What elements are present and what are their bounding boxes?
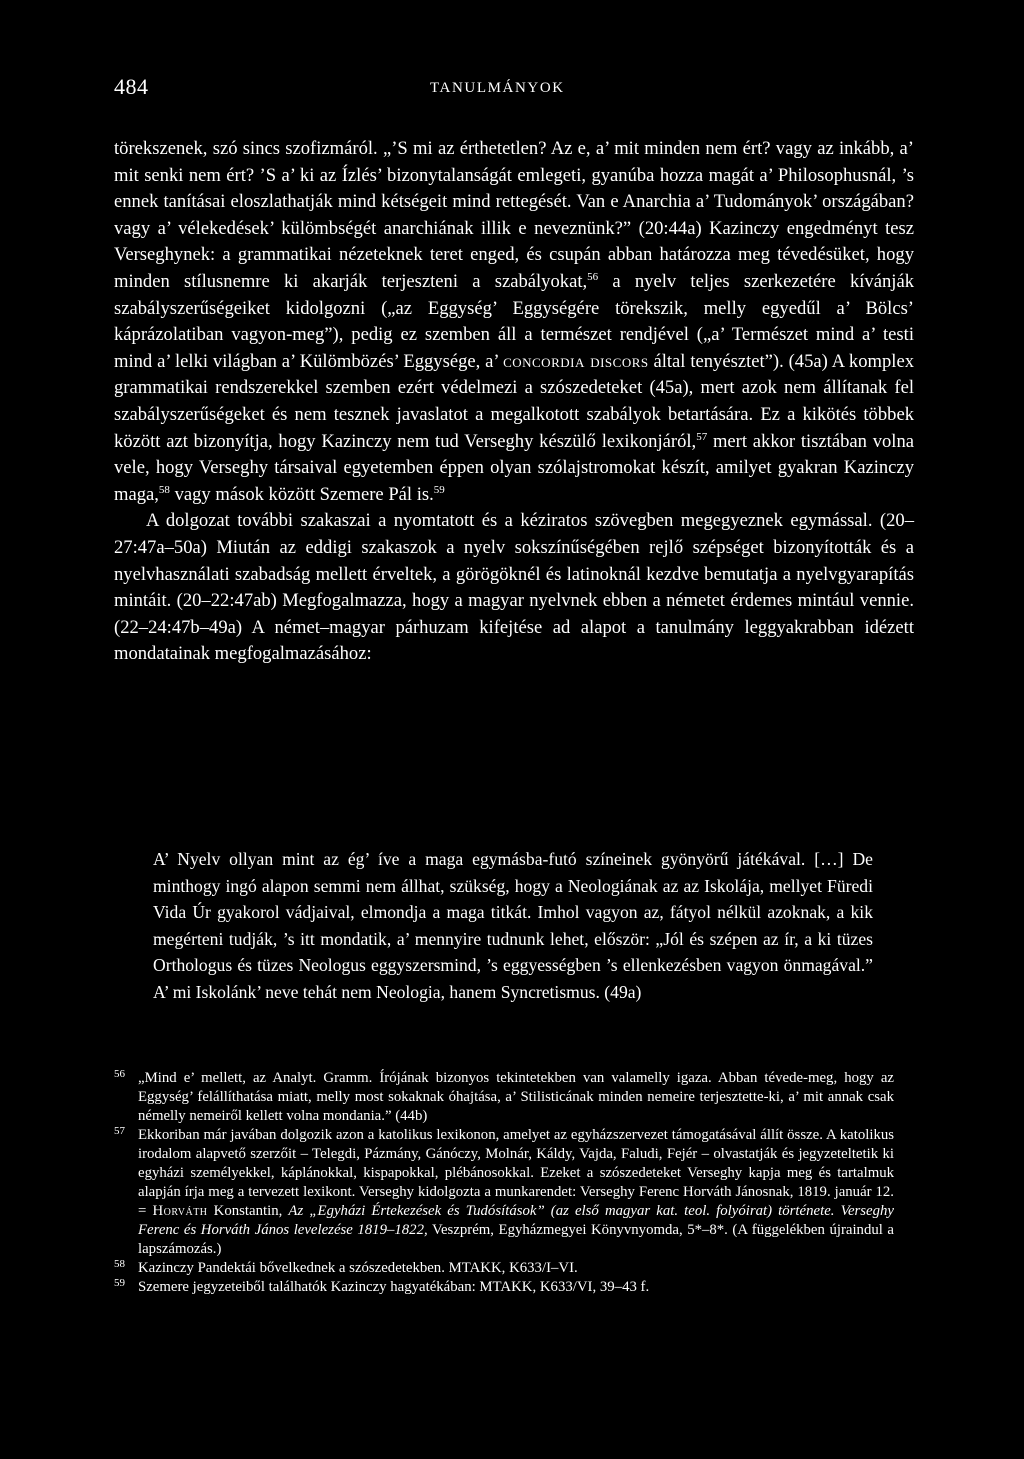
footnote-56 bbox=[114, 1069, 894, 1126]
paragraph-2: A dolgozat további szakaszai a nyomtatott és a kéziratos szövegben megegyeznek egymással. (20–27:47a–50a) Miután az eddigi szakaszok a nyelv sokszínűségében rejlő szépséget bizonyították és a nyelvhasználati szabadság mellett érveltek, a görögöknél és latinoknál kezdve bemutatja a nyelvgyarapítás mintáit. (20–22:47ab) Megfogalmazza, hogy a magyar nyelvnek ebben a németet érdemes mintául vennie. (22–24:47b–49a) A német–magyar párhuzam kifejtése ad alapot a tanulmány leggyakrabban idézett mondatainak megfogalmazásához: bbox=[114, 510, 914, 665]
paragraph-1 bbox=[114, 136, 914, 508]
block-quote bbox=[153, 846, 873, 1005]
footnote-ref-58: 58 bbox=[158, 483, 170, 496]
author-name-small-caps: Horváth bbox=[152, 1203, 208, 1219]
footnotes bbox=[114, 1069, 894, 1297]
concordia-discors-term: concordia discors bbox=[503, 350, 649, 372]
footnote-text: Konstantin, bbox=[207, 1203, 289, 1219]
footnote-number: 56 bbox=[114, 1068, 125, 1080]
footnote-57 bbox=[114, 1126, 894, 1259]
text-run: a nyelv teljes szerkezetére kívánják szabályszerűségeiket kidolgozni („az Eggység’ Eggységére törekszik, melly egyedűl a’ Bölcs’ káprázolatiban vagyon-meg”), pedig ez szemben áll a természet rendjével („a’ Természet mind a’ testi mind a’ lelki világban a’ Külömbözés’ Eggysége, a’ bbox=[114, 270, 914, 372]
quote-text: A’ Nyelv ollyan mint az ég’ íve a maga egymásba-futó színeinek gyönyörű játékával. […] De minthogy ingó alapon semmi nem állhat, szükség, hogy a Neologiának az az Iskolája, mellyet Füredi Vida Úr gyakorol vádjaival, elmondja a maga titkát. Imhol vagyon az, fátyol nélkül azoknak, a kik megérteni tudják, ’s itt mondatik, a’ mennyire tudnunk lehet, először: „Jól és szépen az ír, a ki tüzes Orthologus és tüzes Neologus eggyszersmind, ’s eggyességben ’s ellenkezésben vagyon önmagával.” A’ mi Iskolánk’ neve tehát nem Neologia, hanem Syncretismus. (49a) bbox=[153, 849, 873, 1002]
text-run: vagy mások között Szemere Pál is. bbox=[169, 483, 434, 505]
footnote-59 bbox=[114, 1278, 894, 1297]
footnote-text: Veszprém, Egyházmegyei Könyvnyomda, 5*–8*. (A függelékben újraindul a lapszámozás.) bbox=[138, 1222, 894, 1257]
page-number: 484 bbox=[114, 74, 149, 99]
page-header bbox=[114, 74, 914, 104]
footnote-ref-56: 56 bbox=[587, 270, 599, 283]
footnote-number: 58 bbox=[114, 1258, 125, 1270]
footnote-text: Szemere jegyzeteiből találhatók Kazinczy hagyatékában: MTAKK, K633/VI, 39–43 f. bbox=[138, 1279, 650, 1295]
text-run: törekszenek, szó sincs szofizmáról. „’S mi az érthetetlen? Az e, a’ mit minden nem ért? vagy az inkább, a’ mit senki nem ért? ’S a’ ki az Ízlés’ bizonytalanságát emlegeti, gyanúba hozza magát a’ Philosophusnál, ’s ennek tanításai eloszlathatják mind kétségeit mind rettegését. Van e Anarchia a’ Tudományok’ országában? vagy a’ vélekedések’ külömbségét anarchiának illik e neveznünk?” (20:44a) Kazinczy engedményt tesz Verseghynek: a grammatikai nézeteknek teret enged, és csupán abban határozza meg tévedésüket, hogy minden stílusnemre ki akarják terjeszteni a szabályokat, bbox=[114, 138, 914, 292]
body-text bbox=[114, 136, 914, 668]
book-title-italic: Az „Egyházi Értekezések és Tudósítások” (az első magyar kat. teol. folyóirat) története. Verseghy Ferenc és Horváth János levelezése 1819–1822, bbox=[138, 1203, 894, 1238]
text-run: által tenyésztet”). (45a) A komplex grammatikai rendszerekkel szemben ezért védelmezi a szószedeteket (45a), mert azok nem állítanak fel szabályszerűségeket és nem tesznek javaslatot a megalkotott szabályok betartására. Ez a kikötés többek között azt bizonyítja, hogy Kazinczy nem tud Verseghy készülő lexikonjáról, bbox=[114, 350, 914, 452]
footnote-text: Kazinczy Pandektái bővelkednek a szószedetekben. MTAKK, K633/I–VI. bbox=[138, 1260, 578, 1276]
footnote-text: „Mind e’ mellett, az Analyt. Gramm. Írójának bizonyos tekintetekben van valamelly igaza. Abban tévede-meg, hogy az Eggység’ felállíthatása miatt, melly most sokaknak óhajtása, a’ Stilisticának minden nemeire terjesztette-ki, a’ mit annak csak némelly nemeiről kellett volna mondania.” (44b) bbox=[138, 1070, 894, 1124]
footnote-ref-59: 59 bbox=[433, 483, 445, 496]
footnote-ref-57: 57 bbox=[696, 430, 708, 443]
running-head: TANULMÁNYOK bbox=[430, 80, 565, 96]
footnote-58 bbox=[114, 1259, 894, 1278]
footnote-number: 57 bbox=[114, 1125, 125, 1137]
footnote-number: 59 bbox=[114, 1277, 125, 1289]
footnote-text: Ekkoriban már javában dolgozik azon a katolikus lexikonon, amelyet az egyházszervezet támogatásával állít össze. A katolikus irodalom alapvető szerzőit – Telegdi, Pázmány, Gánóczy, Molnár, Káldy, Vajda, Faludi, Fejér – olvastatják és jegyzeteltetik ki egyházi személyekkel, káplánokkal, kispapokkal, plébánosokkal. Ezeket a szószedeteket Verseghy kapja meg és tartalmuk alapján írja meg a tervezett lexikont. Verseghy kidolgozta a munkarendet: Verseghy Ferenc Horváth Jánosnak, 1819. január 12. = bbox=[138, 1127, 894, 1219]
text-run: mert akkor tisztában volna vele, hogy Verseghy társaival egyetemben éppen olyan szólajstromokat készít, amilyet gyakran Kazinczy maga, bbox=[114, 430, 914, 505]
